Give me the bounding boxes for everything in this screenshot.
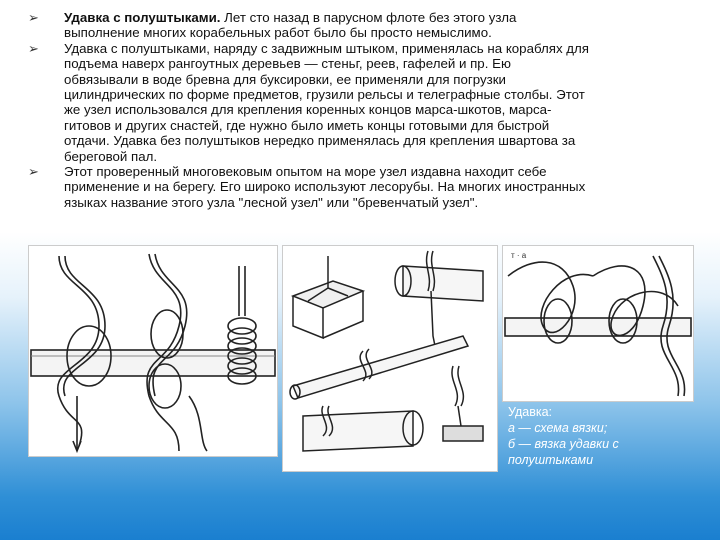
caption-line: а — схема вязки; [508,421,608,435]
text-line: же узел использовался для крепления коренных концов марса-шкотов, марса- [64,102,552,118]
text-line: Этот проверенный многовековым опытом на море узел издавна находит себе [64,164,547,180]
bullet-text [64,164,708,210]
bullet-list [28,10,708,210]
caption-title: Удавка: [508,405,553,419]
knot-uses-illustration [282,245,498,472]
text-line: Лет сто назад в парусном флоте без этого узла [220,10,517,25]
text-line: гитовов и других снастей, где нужно было иметь концы готовыми для быстрой [64,117,550,133]
knot-scheme-illustration [502,245,694,402]
bullet-item [28,41,708,164]
arrow-bullet-icon: ➢ [28,164,39,180]
text-line: Удавка с полуштыками, наряду с задвижным штыком, применялась на кораблях для [64,40,590,56]
text-line: выполнение многих корабельных работ было бы просто немыслимо. [64,25,492,41]
knot-uses-drawing [283,246,497,471]
bullet-item [28,10,708,41]
text-line: подъема наверх рангоутных деревьев — стеньг, реев, гафелей и пр. Ею [64,56,511,72]
bullet-text [64,41,708,164]
arrow-bullet-icon: ➢ [28,10,39,25]
knot-steps-drawing [29,246,277,456]
caption-line: полуштыками [508,453,594,467]
text-line: языках название этого узла "лесной узел" или "бревенчатый узел". [64,194,479,210]
bullet-title: Удавка с полуштыками. [64,10,221,25]
text-line: цилиндрических по форме предметов, грузили рельсы и телеграфные столбы. Этот [64,87,585,103]
text-line: отдачи. Удавка без полуштыков нередко применялась для крепления швартова за [64,133,576,149]
caption-line: б — вязка удавки с [508,437,619,451]
knot-steps-illustration [28,245,278,457]
text-line: применение и на берегу. Его широко используют лесорубы. На многих иностранных [64,179,586,195]
figure-caption [508,404,678,468]
figure-label: т · а [511,251,527,260]
text-line: береговой пал. [64,148,158,164]
bullet-item [28,164,708,210]
bullet-text [64,10,708,41]
arrow-bullet-icon: ➢ [28,40,39,56]
knot-scheme-drawing [503,246,693,401]
text-line: обвязывали в воде бревна для буксировки, ее применяли для погрузки [64,71,506,87]
